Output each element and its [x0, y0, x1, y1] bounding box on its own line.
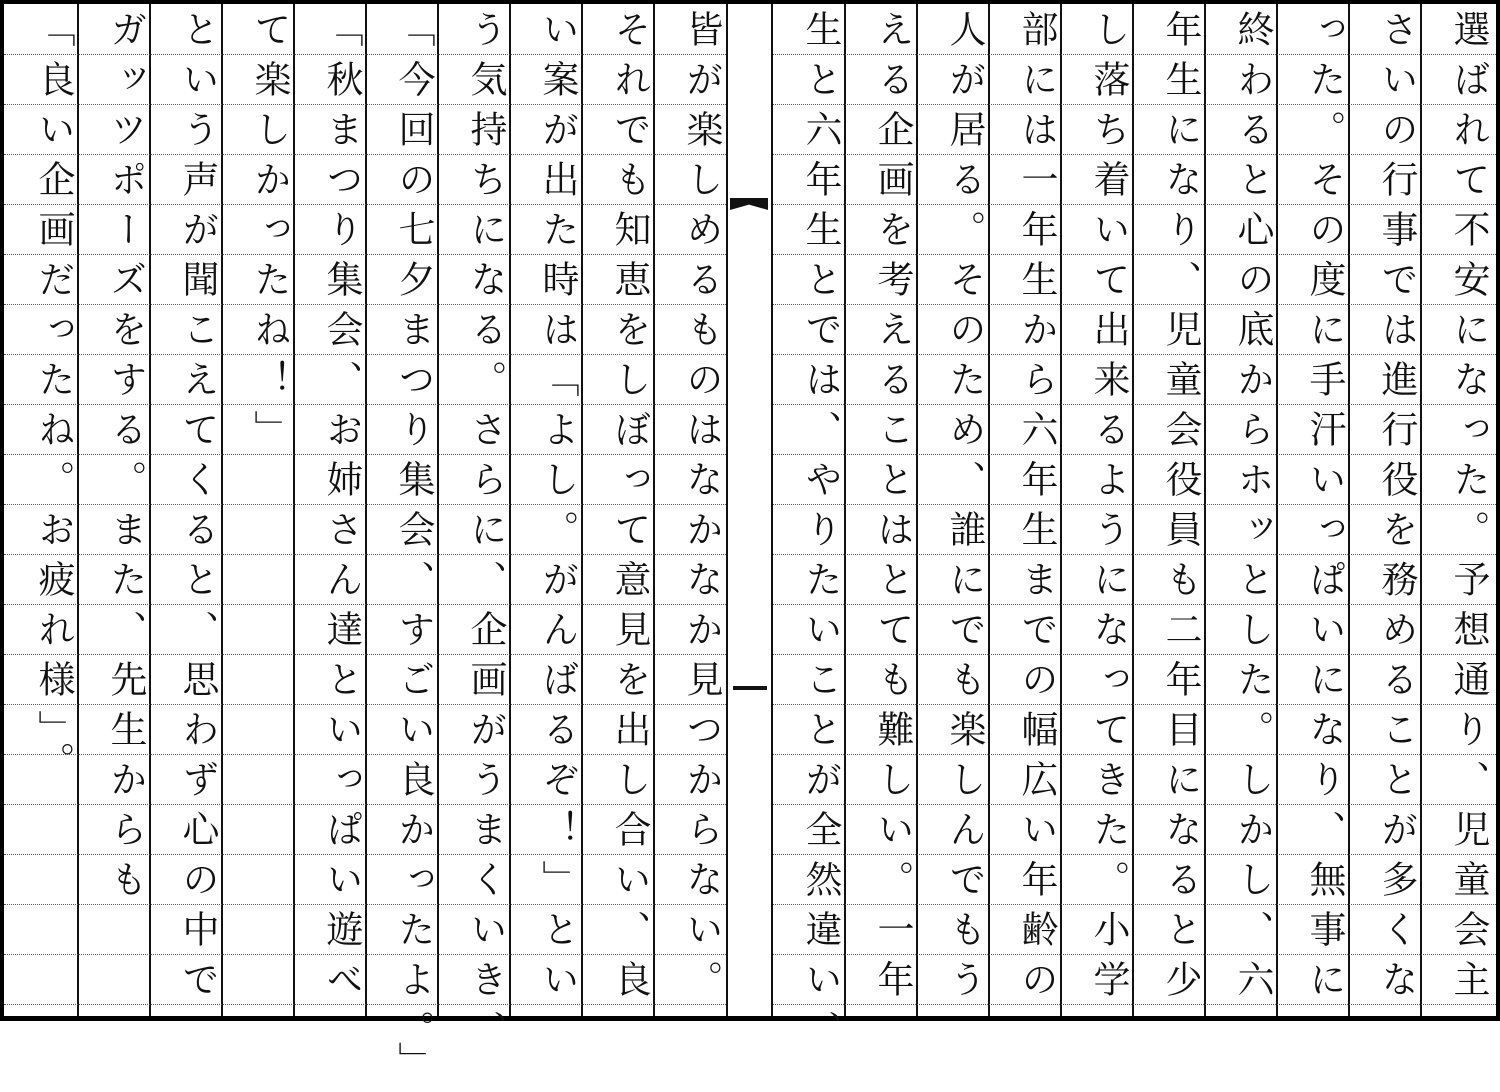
manuscript-column-right-10: 生と六年生とでは、やりたいことが全然違い、 — [799, 10, 842, 1060]
manuscript-column-right-2: さいの行事では進行役を務めることが多くな — [1375, 10, 1418, 1010]
manuscript-column-left-7: て楽しかったね！」 — [248, 10, 291, 460]
manuscript-column-right-9: える企画を考えることはとても難しい。一年 — [871, 10, 914, 1010]
manuscript-column-left-2: それでも知恵をしぼって意見を出し合い、良 — [608, 10, 651, 1010]
manuscript-column-right-1: 選ばれて不安になった。予想通り、児童会主 — [1447, 10, 1490, 1010]
manuscript-column-left-9: ガッツポーズをする。また、先生からも — [104, 10, 147, 910]
manuscript-column-left-5: 「今回の七夕まつり集会、すごい良かったよ。」 — [392, 10, 435, 1092]
manuscript-column-right-4: 終わると心の底からホッとした。しかし、六 — [1231, 10, 1274, 1010]
manuscript-column-left-3: い案が出た時は「よし。がんばるぞ！」とい — [536, 10, 579, 1010]
right-border — [1496, 0, 1500, 1021]
manuscript-column-right-5: 年生になり、児童会役員も二年目になると少 — [1159, 10, 1202, 1010]
manuscript-column-left-4: う気持ちになる。さらに、企画がうまくいき、 — [464, 10, 507, 1060]
manuscript-column-left-6: 「秋まつり集会、お姉さん達といっぱい遊べ — [320, 10, 363, 1010]
manuscript-column-right-8: 人が居る。そのため、誰にでも楽しんでもう — [943, 10, 986, 1010]
manuscript-column-left-1: 皆が楽しめるものはなかなか見つからない。 — [680, 10, 723, 1010]
manuscript-column-left-10: 「良い企画だったね。お疲れ様」。 — [32, 10, 75, 792]
manuscript-column-right-7: 部には一年生から六年生までの幅広い年齢の — [1015, 10, 1058, 1010]
manuscript-column-right-6: し落ち着いて出来るようになってきた。小学 — [1087, 10, 1130, 1010]
bottom-border — [0, 1016, 1500, 1021]
center-binding-column — [726, 4, 773, 1016]
center-line-mark — [733, 686, 767, 690]
manuscript-column-left-8: という声が聞こえてくると、思わず心の中で — [176, 10, 219, 1010]
manuscript-column-right-3: った。その度に手汗いっぱいになり、無事に — [1303, 10, 1346, 1010]
